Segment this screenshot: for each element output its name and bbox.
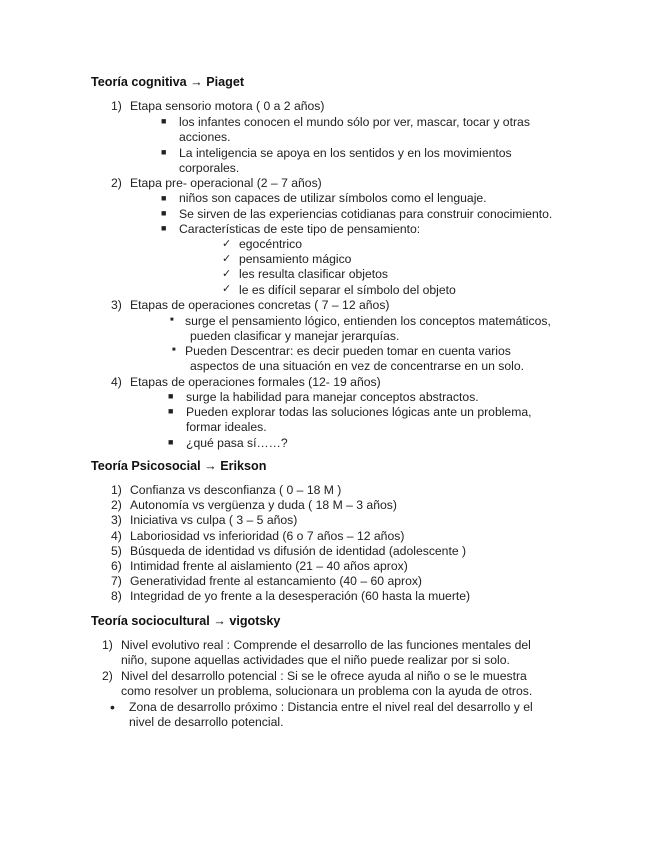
checkmark-icon: ✓ [222, 238, 232, 250]
checkmark-icon: ✓ [222, 268, 232, 280]
square-bullet-icon: ■ [161, 193, 167, 203]
list-number: 7) [111, 574, 122, 589]
bullet-text: Se sirven de las experiencias cotidianas para construir conocimiento. [179, 207, 553, 221]
bullet-dot-icon: • [110, 699, 115, 715]
bullet-text: Características de este tipo de pensamiento: [179, 222, 421, 236]
square-bullet-icon: ■ [161, 116, 167, 126]
list-number: 6) [111, 559, 122, 573]
list-number: 4) [111, 528, 122, 543]
list-number: 4) [111, 375, 122, 389]
erikson-stage: Laboriosidad vs inferioridad (6 o 7 años – 12 años) [130, 528, 405, 543]
list-number: 1) [102, 638, 113, 652]
list-number: 1) [111, 483, 122, 497]
checkmark-icon: ✓ [222, 283, 232, 295]
bullet-text: pueden clasificar y manejar jerarquías. [190, 329, 400, 343]
square-bullet-icon: ■ [161, 147, 167, 157]
list-item-text: Zona de desarrollo próximo : Distancia entre el nivel real del desarrollo y el [129, 700, 533, 714]
check-item: pensamiento mágico [239, 252, 352, 266]
stage-title: Etapas de operaciones formales (12- 19 años) [130, 375, 381, 389]
erikson-stage: Generatividad frente al estancamiento (40 – 60 aprox) [130, 574, 422, 589]
section-title-erikson: Teoría Psicosocial → Erikson [91, 459, 267, 473]
small-square-bullet-icon: ■ [170, 317, 174, 323]
list-number: 2) [102, 669, 113, 683]
square-bullet-icon: ■ [161, 208, 167, 218]
bullet-text: ¿qué pasa sí……? [186, 436, 288, 450]
erikson-stage: Confianza vs desconfianza ( 0 – 18 M ) [130, 483, 342, 497]
list-number: 1) [111, 99, 122, 113]
bullet-text: aspectos de una situación en vez de concentrarse en un solo. [190, 359, 525, 373]
section-title-vigotsky: Teoría sociocultural → vigotsky [91, 614, 281, 628]
list-number: 5) [111, 543, 122, 558]
small-square-bullet-icon: ■ [172, 347, 176, 353]
erikson-stage: Iniciativa vs culpa ( 3 – 5 años) [130, 513, 298, 528]
section-title-piaget: Teoría cognitiva → Piaget [91, 75, 245, 89]
square-bullet-icon: ■ [168, 406, 174, 416]
bullet-text: surge la habilidad para manejar conceptos abstractos. [186, 390, 479, 404]
erikson-stage: Intimidad frente al aislamiento (21 – 40 años aprox) [130, 559, 408, 573]
bullet-text: los infantes conocen el mundo sólo por ver, mascar, tocar y otras [179, 115, 530, 129]
list-item-text: niño, supone aquellas actividades que el niño puede realizar por si solo. [121, 653, 510, 667]
list-item-text: nivel de desarrollo potencial. [129, 715, 284, 729]
bullet-text: niños son capaces de utilizar símbolos como el lenguaje. [179, 191, 487, 205]
list-item-text: Nivel del desarrollo potencial : Si se le ofrece ayuda al niño o se le muestra [121, 669, 527, 683]
erikson-stage: Autonomía vs vergüenza y duda ( 18 M – 3 años) [130, 498, 397, 513]
list-item-text: Nivel evolutivo real : Comprende el desarrollo de las funciones mentales del [121, 638, 531, 652]
bullet-text: surge el pensamiento lógico, entienden los conceptos matemáticos, [185, 314, 551, 328]
checkmark-icon: ✓ [222, 253, 232, 265]
list-item-text: como resolver un problema, solucionara un problema con la ayuda de otros. [121, 684, 533, 698]
bullet-text: corporales. [179, 161, 240, 175]
bullet-text: Pueden Descentrar: es decir pueden tomar en cuenta varios [185, 344, 511, 358]
check-item: egocéntrico [239, 237, 303, 251]
square-bullet-icon: ■ [161, 223, 167, 233]
square-bullet-icon: ■ [168, 437, 174, 447]
list-number: 2) [111, 176, 122, 190]
bullet-text: Pueden explorar todas las soluciones lógicas ante un problema, [186, 405, 532, 419]
check-item: les resulta clasificar objetos [239, 267, 389, 281]
list-number: 3) [111, 513, 122, 528]
erikson-stage: Integridad de yo frente a la desesperación (60 hasta la muerte) [130, 589, 471, 604]
erikson-stage: Búsqueda de identidad vs difusión de identidad (adolescente ) [130, 543, 467, 558]
list-number: 8) [111, 589, 122, 604]
check-item: le es difícil separar el símbolo del objeto [239, 283, 456, 297]
square-bullet-icon: ■ [168, 391, 174, 401]
stage-title: Etapas de operaciones concretas ( 7 – 12 años) [130, 298, 390, 312]
list-number: 2) [111, 498, 122, 513]
stage-title: Etapa pre- operacional (2 – 7 años) [130, 176, 322, 190]
bullet-text: La inteligencia se apoya en los sentidos y en los movimientos [179, 146, 512, 160]
bullet-text: formar ideales. [186, 420, 267, 434]
stage-title: Etapa sensorio motora ( 0 a 2 años) [130, 99, 325, 113]
list-number: 3) [111, 298, 122, 312]
bullet-text: acciones. [179, 130, 231, 144]
